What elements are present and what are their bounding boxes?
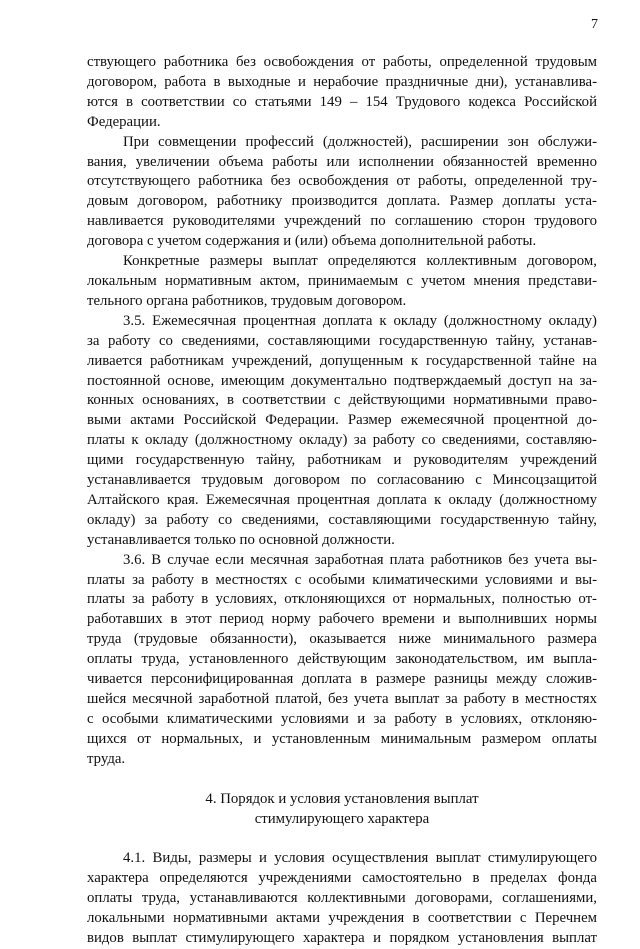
text-line: договора с учетом содержания и (или) объема дополнительной работы. <box>87 233 537 250</box>
text-line: Федерации. <box>87 113 161 130</box>
text-line: оплаты труда, устанавливаются коллективными договорами, соглашениями, <box>87 890 597 907</box>
section-heading-line: 4. Порядок и условия установления выплат <box>205 790 479 807</box>
text-line: ствующего работника без освобождения от работы, определенной трудовым <box>87 54 597 70</box>
text-line: устанавливается только по основной должности. <box>87 531 395 548</box>
text-line: шейся месячной заработной платой, без учета выплат за работу в местностях <box>87 691 597 707</box>
text-line: выми актами Российской Федерации. Размер ежемесячной процентной до- <box>87 412 597 429</box>
text-line: оплаты труда, установленного действующим законодательством, им выпла- <box>87 651 597 668</box>
text-line: 4.1. Виды, размеры и условия осуществления выплат стимулирующего <box>123 850 597 867</box>
text-line: видов выплат стимулирующего характера и порядком установления выплат <box>87 930 597 947</box>
text-line: навливается руководителями учреждений по соглашению сторон трудового <box>87 213 597 230</box>
text-line: вания, увеличении объема работы или исполнении обязанностей временно <box>87 153 597 170</box>
paragraph-3 <box>87 252 597 312</box>
text-line: тельного органа работников, трудовым договором. <box>87 292 407 309</box>
text-line: Алтайского края. Ежемесячная процентная доплата к окладу (должностному <box>87 491 597 508</box>
text-line: 3.6. В случае если месячная заработная плата работников без учета вы- <box>123 551 597 568</box>
text-line: конных основаниях, в соответствии с действующими нормативными право- <box>87 392 597 409</box>
text-line: платы за работу в местностях с особыми климатическими условиями и вы- <box>87 571 597 588</box>
text-line: локальными нормативными актами учреждения в соответствии с Перечнем <box>87 910 597 927</box>
text-line: платы к окладу (должностному окладу) за работу со сведениями, составляю- <box>87 432 597 449</box>
section-heading-line: стимулирующего характера <box>254 810 430 827</box>
text-line: отсутствующего работника без освобождения от работы, определенной тру- <box>87 173 597 190</box>
text-line: характера определяются учреждениями самостоятельно в пределах фонда <box>87 870 597 887</box>
text-line: договором, работа в выходные и нерабочие праздничные дни), устанавлива- <box>87 73 597 90</box>
text-line: довым договором, работнику производится доплата. Размер доплаты уста- <box>87 193 597 210</box>
text-line: окладу) за работу со сведениями, составляющими государственную тайну, <box>87 511 597 528</box>
text-line: При совмещении профессий (должностей), расширении зон обслужи- <box>123 133 597 150</box>
text-line: ются в соответствии со статьями 149 – 154 Трудового кодекса Российской <box>87 93 597 110</box>
page-number: 7 <box>591 17 598 32</box>
text-line: Конкретные размеры выплат определяются коллективным договором, <box>123 253 597 270</box>
text-line: труда. <box>87 750 126 767</box>
text-line: 3.5. Ежемесячная процентная доплата к окладу (должностному окладу) <box>123 312 597 329</box>
text-line: труда (трудовые обязанности), оказывается ниже минимального размера <box>87 631 597 648</box>
text-line: ливается работникам учреждений, допущенным к государственной тайне на <box>87 352 597 369</box>
text-line: с особыми климатическими условиями и за работу в условиях, отклоняю- <box>87 710 597 727</box>
text-line: щихся от нормальных, и установленным минимальным размером оплаты <box>87 730 597 747</box>
text-line: работавших в этот период норму рабочего времени и выполнивших нормы <box>87 611 597 628</box>
paragraph-4-1 <box>87 849 597 949</box>
text-line: за работу со сведениями, составляющими государственную тайну, устанав- <box>87 332 597 349</box>
paragraph-3-6 <box>87 551 597 770</box>
paragraph-1 <box>87 53 597 133</box>
text-line: платы за работу в условиях, отклоняющихся от нормальных, полностью от- <box>87 591 597 608</box>
paragraph-2 <box>87 133 597 252</box>
section-heading <box>87 790 597 830</box>
paragraph-3-5 <box>87 312 597 551</box>
text-line: щими государственную тайну, работникам и руководителям учреждений <box>87 452 597 469</box>
text-line: постоянной основе, имеющим документально подтверждаемый доступ на за- <box>87 372 597 389</box>
text-line: локальным нормативным актом, принимаемым с учетом мнения представи- <box>87 272 597 289</box>
document-body <box>87 53 597 949</box>
text-line: устанавливается трудовым договором по согласованию с Минсоцзащитой <box>87 472 597 489</box>
text-line: чивается персонифицированная доплата в размере разницы между сложив- <box>87 671 597 688</box>
